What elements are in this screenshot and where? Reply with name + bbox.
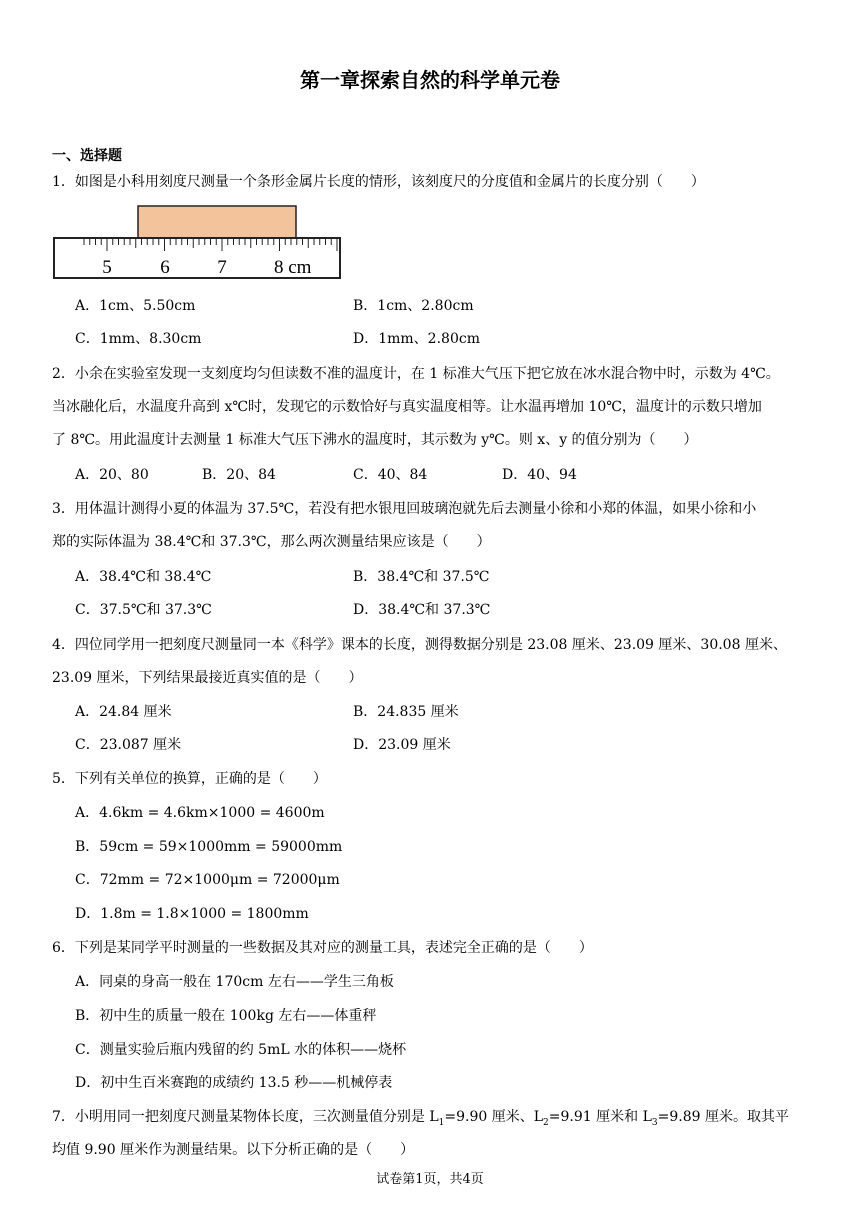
q7-line-1: [52, 1107, 812, 1133]
ruler-label-8cm: 8 cm: [274, 257, 312, 278]
ruler-label-5: 5: [102, 257, 112, 278]
q7-text-c: =9.91 厘米和 L: [548, 1109, 652, 1125]
q7-sub-2: 2: [543, 1117, 549, 1128]
ruler-figure: [52, 204, 344, 282]
metal-strip: [138, 206, 296, 238]
q7-sub-3: 3: [651, 1117, 658, 1128]
q6-option-a[interactable]: A．同桌的身高一般在 170cm 左右——学生三角板: [75, 974, 394, 990]
q5-option-d[interactable]: D．1.8m = 1.8×1000 = 1800mm: [75, 906, 309, 922]
q6-option-b[interactable]: B．初中生的质量一般在 100kg 左右——体重秤: [75, 1008, 377, 1024]
q3-option-d[interactable]: D．38.4℃和 37.3℃: [353, 602, 491, 618]
q2-line-3: 了 8℃。用此温度计去测量 1 标准大气压下沸水的温度时，其示数为 y℃。则 x、y 的值分别为（ ）: [52, 432, 698, 448]
q5-option-c[interactable]: C．72mm = 72×1000μm = 72000μm: [75, 872, 340, 888]
q3-option-c[interactable]: C．37.5℃和 37.3℃: [75, 602, 212, 618]
q1-option-b[interactable]: B．1cm、2.80cm: [353, 298, 474, 314]
q1-option-a[interactable]: A．1cm、5.50cm: [75, 298, 196, 314]
q7-line-2: 均值 9.90 厘米作为测量结果。以下分析正确的是（ ）: [52, 1142, 415, 1158]
q3-line-2: 郑的实际体温为 38.4℃和 37.3℃，那么两次测量结果应该是（ ）: [52, 534, 491, 550]
ruler-label-6: 6: [160, 257, 170, 278]
q5-option-b[interactable]: B．59cm = 59×1000mm = 59000mm: [75, 839, 343, 855]
q1-option-c[interactable]: C．1mm、8.30cm: [75, 331, 202, 347]
q3-line-1: 3．用体温计测得小夏的体温为 37.5℃，若没有把水银甩回玻璃泡就先后去测量小徐和小郑的体温，如果小徐和小: [52, 501, 757, 517]
q2-option-b[interactable]: B．20、84: [202, 467, 276, 483]
q7-sub-1: 1: [438, 1117, 445, 1128]
q6-option-d[interactable]: D．初中生百米赛跑的成绩约 13.5 秒——机械停表: [75, 1075, 393, 1091]
q7-text-a: 7．小明用同一把刻度尺测量某物体长度，三次测量值分别是 L: [52, 1109, 439, 1125]
q4-option-a[interactable]: A．24.84 厘米: [75, 704, 172, 720]
q2-option-c[interactable]: C．40、84: [353, 467, 428, 483]
q2-line-1: 2．小余在实验室发现一支刻度均匀但读数不准的温度计，在 1 标准大气压下把它放在冰水混合物中时，示数为 4℃。: [52, 366, 780, 382]
q5-option-a[interactable]: A．4.6km = 4.6km×1000 = 4600m: [75, 805, 325, 821]
q2-option-d[interactable]: D．40、94: [502, 467, 577, 483]
q4-option-b[interactable]: B．24.835 厘米: [353, 704, 459, 720]
page-title: 第一章探索自然的科学单元卷: [300, 68, 560, 92]
q6-stem: 6．下列是某同学平时测量的一些数据及其对应的测量工具，表述完全正确的是（ ）: [52, 940, 593, 956]
q7-text-b: =9.90 厘米、L: [444, 1109, 544, 1125]
q1-option-d[interactable]: D．1mm、2.80cm: [353, 331, 480, 347]
q1-stem: 1．如图是小科用刻度尺测量一个条形金属片长度的情形，该刻度尺的分度值和金属片的长度分别（ ）: [52, 174, 705, 190]
q4-option-c[interactable]: C．23.087 厘米: [75, 737, 182, 753]
section-heading: 一、选择题: [52, 148, 122, 164]
q7-text-d: =9.89 厘米。取其平: [657, 1109, 789, 1125]
ruler-label-7: 7: [217, 257, 227, 278]
q3-option-b[interactable]: B．38.4℃和 37.5℃: [353, 569, 490, 585]
q4-option-d[interactable]: D．23.09 厘米: [353, 737, 451, 753]
q2-line-2: 当冰融化后，水温度升高到 x℃时，发现它的示数恰好与真实温度相等。让水温再增加 10℃，温度计的示数只增加: [52, 399, 762, 415]
q3-option-a[interactable]: A．38.4℃和 38.4℃: [75, 569, 212, 585]
q6-option-c[interactable]: C．测量实验后瓶内残留的约 5mL 水的体积——烧杯: [75, 1042, 407, 1058]
q4-line-1: 4．四位同学用一把刻度尺测量同一本《科学》课本的长度，测得数据分别是 23.08 厘米、23.09 厘米、30.08 厘米、: [52, 637, 787, 653]
page-footer: 试卷第1页，共4页: [376, 1172, 484, 1187]
q2-option-a[interactable]: A．20、80: [75, 467, 149, 483]
q5-stem: 5．下列有关单位的换算，正确的是（ ）: [52, 771, 327, 787]
q4-line-2: 23.09 厘米，下列结果最接近真实值的是（ ）: [52, 670, 363, 686]
